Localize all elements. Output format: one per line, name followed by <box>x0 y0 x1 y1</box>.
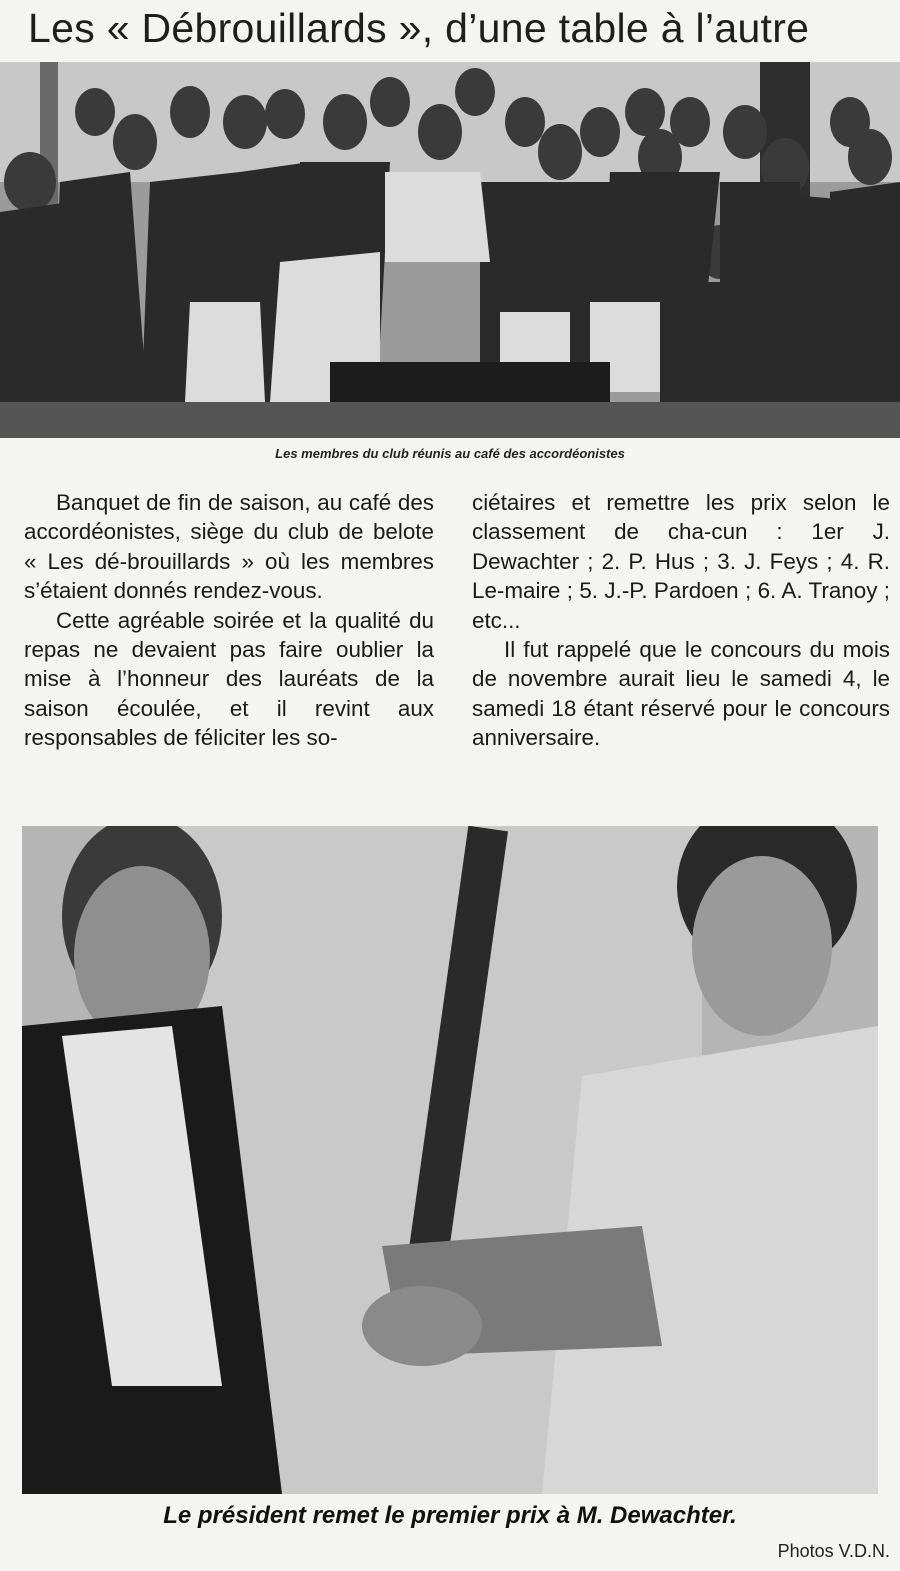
paragraph: ciétaires et remettre les prix selon le classement de cha-cun : 1er J. Dewachter ; 2. P. Hus ; 3. J. Feys ; 4. R. Le-maire ; 5. J.-P. Pardoen ; 6. A. Tranoy ; etc... <box>472 490 890 633</box>
group-photo-caption: Les membres du club réunis au café des accordéonistes <box>275 446 625 461</box>
award-photo <box>22 826 878 1494</box>
paragraph: Cette agréable soirée et la qualité du repas ne devaient pas faire oublier la mise à l’honneur des lauréats de la saison écoulée, et il revint aux responsables de féliciter les so- <box>24 607 434 751</box>
photo-credit: Photos V.D.N. <box>777 1541 890 1561</box>
paragraph: Banquet de fin de saison, au café des accordéonistes, siège du club de belote « Les dé-brouillards » où les membres s’étaient donnés rendez-vous. <box>24 490 434 604</box>
article-column-right <box>472 488 890 753</box>
award-photo-image <box>22 826 878 1494</box>
paragraph: Il fut rappelé que le concours du mois de novembre aurait lieu le samedi 4, le samedi 18 étant réservé pour le concours anniversaire. <box>472 637 890 751</box>
article-column-left <box>24 488 434 753</box>
group-photo-image <box>0 62 900 438</box>
headline: Les « Débrouillards », d’une table à l’autre <box>28 5 810 51</box>
group-photo <box>0 62 900 438</box>
award-photo-caption: Le président remet le premier prix à M. Dewachter. <box>163 1502 737 1529</box>
